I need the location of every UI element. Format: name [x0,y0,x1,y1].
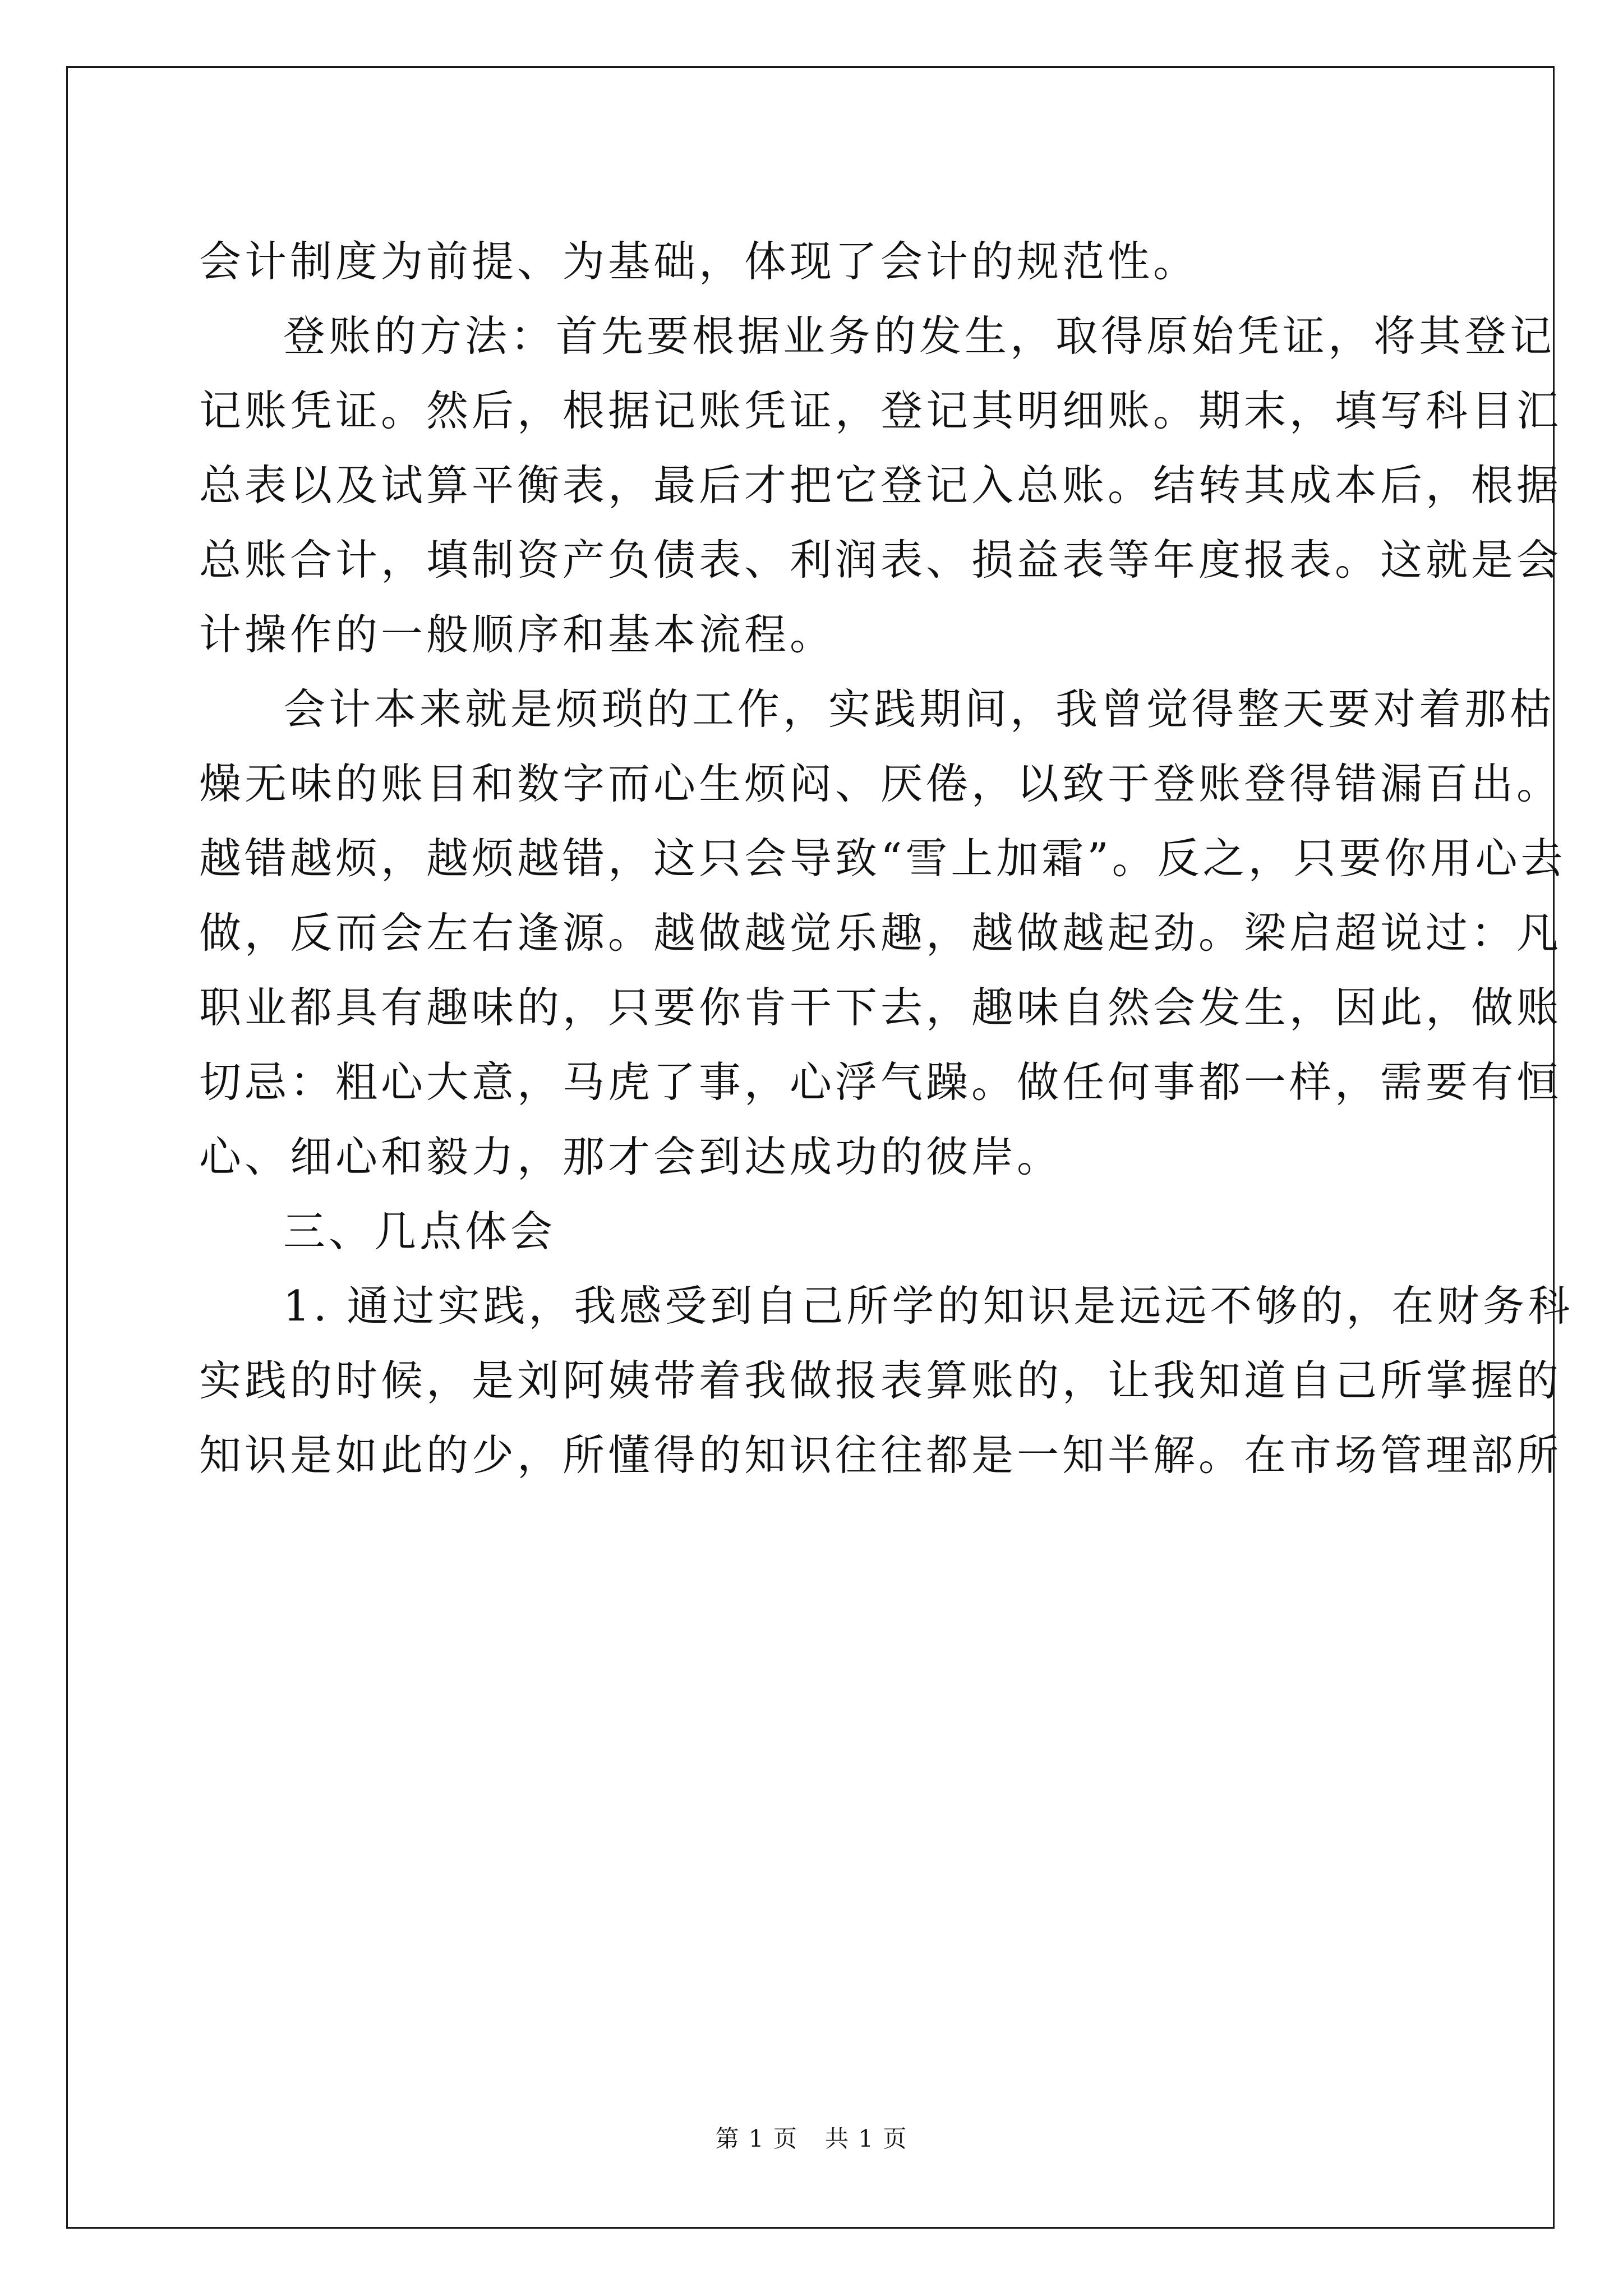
paragraph [199,672,1566,1194]
text-line: 总表以及试算平衡表，最后才把它登记入总账。结转其成本后，根据 [199,461,1562,510]
text-line: 燥无味的账目和数字而心生烦闷、厌倦，以致于登账登得错漏百出。 [199,759,1562,808]
text-line: 职业都具有趣味的，只要你肯干下去，趣味自然会发生，因此，做账 [199,983,1562,1032]
text-line: 知识是如此的少，所懂得的知识往往都是一知半解。在市场管理部所 [199,1430,1562,1480]
text-line: 切忌：粗心大意，马虎了事，心浮气躁。做任何事都一样，需要有恒 [199,1057,1562,1107]
text-line: 心、细心和毅力，那才会到达成功的彼岸。 [199,1132,1063,1181]
text-line: 记账凭证。然后，根据记账凭证，登记其明细账。期末，填写科目汇 [199,386,1562,435]
text-line: 会计制度为前提、为基础，体现了会计的规范性。 [199,237,1199,286]
text-line: 1. 通过实践，我感受到自己所学的知识是远远不够的，在财务科 [283,1281,1574,1331]
page-total: 共 1 页 [825,2125,908,2152]
text-line: 做，反而会左右逢源。越做越觉乐趣，越做越起劲。梁启超说过：凡 [199,908,1562,958]
text-line: 实践的时候，是刘阿姨带着我做报表算账的，让我知道自己所掌握的 [199,1356,1562,1405]
paragraph [199,1269,1574,1493]
text-line: 越错越烦，越烦越错，这只会导致“雪上加霜”。反之，只要你用心去 [199,834,1566,883]
document-body [199,224,1574,1493]
text-line: 登账的方法：首先要根据业务的发生，取得原始凭证，将其登记 [283,311,1556,361]
paragraph [199,224,1424,299]
page-footer [0,2125,1623,2153]
text-line: 总账合计，填制资产负债表、利润表、损益表等年度报表。这就是会 [199,535,1562,585]
text-line: 计操作的一般顺序和基本流程。 [199,610,836,659]
text-line: 三、几点体会 [283,1207,556,1256]
section-heading [199,1194,1424,1269]
paragraph [199,299,1562,672]
text-line: 会计本来就是烦琐的工作，实践期间，我曾觉得整天要对着那枯 [283,684,1556,734]
page-number: 第 1 页 [715,2125,798,2152]
